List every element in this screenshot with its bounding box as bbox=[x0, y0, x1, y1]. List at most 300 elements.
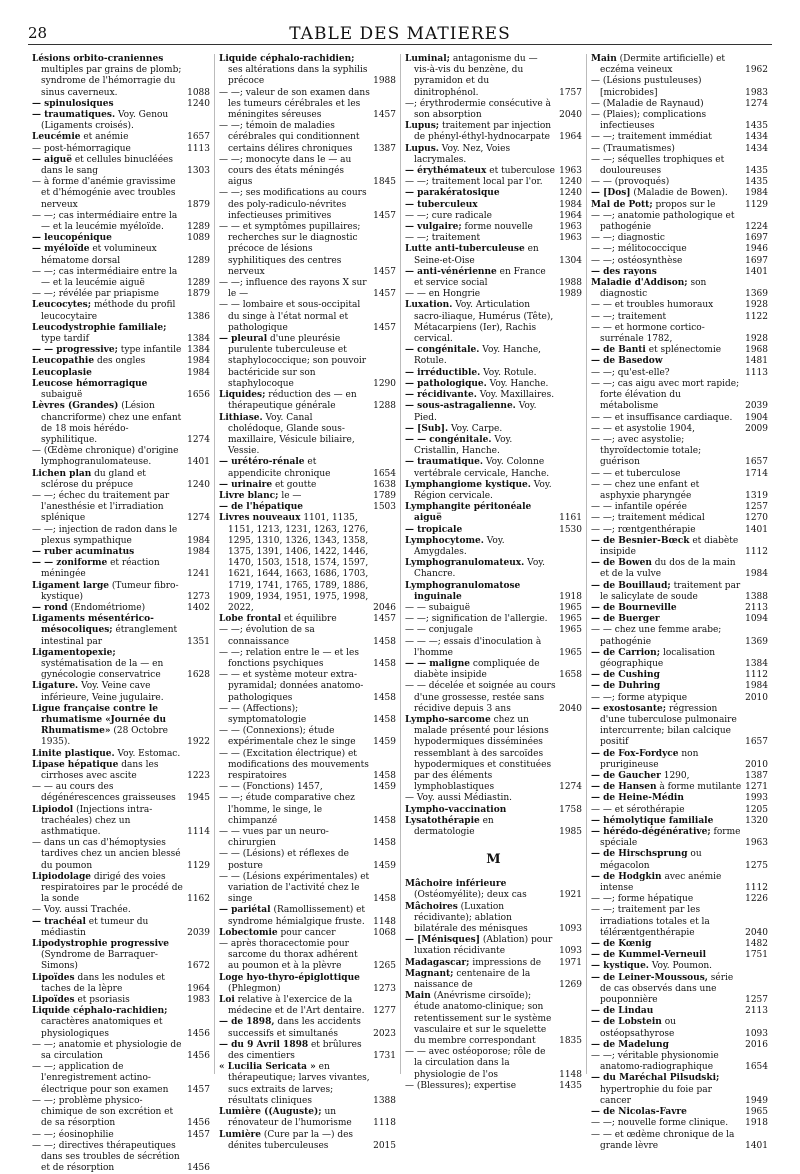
index-entry bbox=[405, 525, 582, 536]
index-entry bbox=[32, 558, 210, 580]
entry-text: — (Maladie de Raynaud) bbox=[591, 98, 704, 109]
entry-text: — — chez une enfant et asphyxie pharyngée bbox=[591, 479, 700, 501]
entry-page-ref: 1384 bbox=[187, 345, 210, 356]
index-entry bbox=[591, 973, 768, 1007]
index-entry bbox=[32, 356, 210, 367]
entry-headword: — de Heine-Médin bbox=[591, 793, 684, 804]
entry-text: — —; traitement local par l'or. bbox=[405, 177, 543, 188]
entry-headword: Leucopathie bbox=[32, 356, 95, 367]
entry-text: — Voy. aussi Trachée. bbox=[32, 905, 131, 916]
entry-headword: — de Bowen bbox=[591, 558, 652, 569]
entry-page-ref: 1638 bbox=[373, 479, 396, 490]
entry-headword: Loi bbox=[219, 995, 235, 1006]
entry-page-ref: 1904 bbox=[745, 412, 768, 423]
entry-text: et splénectomie bbox=[648, 345, 722, 356]
entry-page-ref: 1963 bbox=[559, 233, 582, 244]
entry-headword: — de Madelung bbox=[591, 1039, 669, 1050]
entry-headword: Lipase hépatique bbox=[32, 759, 119, 770]
entry-headword: — de Banti bbox=[591, 345, 646, 356]
entry-headword: — sous-astragalienne. bbox=[405, 401, 516, 412]
entry-text: Voy. Genou (Ligaments croisés). bbox=[41, 110, 169, 132]
entry-text: — — lombaire et sous-occipital du singe à l'état normal et pathologique bbox=[219, 300, 361, 333]
entry-page-ref: 1921 bbox=[559, 890, 582, 901]
entry-text: — — (Lésions) et réflexes de posture bbox=[219, 849, 349, 871]
entry-headword: Lympho-sarcome bbox=[405, 714, 491, 725]
index-entry bbox=[591, 155, 768, 177]
index-entry bbox=[219, 457, 396, 479]
index-entry bbox=[591, 939, 768, 950]
entry-headword: — leucopénique bbox=[32, 233, 112, 244]
entry-page-ref: 1148 bbox=[373, 916, 396, 927]
entry-text: (Syndrome de Barraquer-Simons) bbox=[41, 950, 158, 972]
entry-text: — —; nouvelle forme clinique. bbox=[591, 1118, 729, 1129]
index-entry bbox=[591, 603, 768, 614]
index-entry bbox=[219, 155, 396, 189]
entry-headword: Ligature. bbox=[32, 681, 79, 692]
index-entry bbox=[219, 939, 396, 973]
entry-headword: — de Leiner-Moussous, bbox=[591, 972, 708, 983]
entry-page-ref: 1918 bbox=[745, 1118, 768, 1129]
index-entry bbox=[591, 1006, 768, 1017]
entry-page-ref: 1503 bbox=[373, 502, 396, 513]
entry-headword: — de Nicolas-Favre bbox=[591, 1107, 687, 1118]
entry-headword: Lichen plan bbox=[32, 468, 92, 479]
entry-headword: Lipiodol bbox=[32, 804, 74, 815]
index-entry bbox=[591, 233, 768, 244]
index-entry bbox=[405, 54, 582, 99]
entry-text: — —; problème physico-chimique de son excrétion et de sa résorption bbox=[32, 1095, 174, 1129]
index-entry bbox=[219, 995, 396, 1017]
entry-text: et volumineux hématome dorsal bbox=[41, 244, 157, 266]
entry-page-ref: 2113 bbox=[745, 602, 768, 613]
entry-page-ref: 1289 bbox=[187, 222, 210, 233]
entry-page-ref: 1273 bbox=[187, 591, 210, 602]
entry-text: Voy. Amygdales. bbox=[414, 535, 505, 557]
index-entry bbox=[32, 379, 210, 401]
index-entry bbox=[405, 457, 582, 479]
index-entry bbox=[591, 278, 768, 300]
index-entry bbox=[219, 793, 396, 827]
entry-page-ref: 1835 bbox=[559, 1036, 582, 1047]
index-entry bbox=[32, 300, 210, 322]
entry-headword: Leucoplasie bbox=[32, 367, 92, 378]
index-entry bbox=[32, 704, 210, 749]
entry-headword: — érythémateux bbox=[405, 166, 487, 177]
entry-text: — — conjugale bbox=[405, 625, 473, 636]
entry-page-ref: 1458 bbox=[373, 636, 396, 647]
index-entry bbox=[591, 424, 768, 435]
index-entry bbox=[32, 1141, 210, 1174]
index-entry bbox=[591, 1118, 768, 1129]
entry-page-ref: 1458 bbox=[373, 658, 396, 669]
entry-text: (Maladie de Bowen). bbox=[633, 188, 728, 199]
entry-text: 1290, bbox=[663, 771, 690, 781]
index-entry bbox=[591, 704, 768, 749]
entry-headword: — pleural bbox=[219, 334, 268, 345]
entry-text: forme nouvelle bbox=[464, 222, 533, 233]
entry-text: — —; diagnostic bbox=[591, 233, 665, 244]
entry-page-ref: 1628 bbox=[187, 670, 210, 681]
entry-page-ref: 1657 bbox=[745, 737, 768, 748]
index-entry bbox=[32, 345, 210, 356]
entry-text: — (Blessures); expertise bbox=[405, 1080, 517, 1091]
index-entry bbox=[591, 581, 768, 603]
index-entry bbox=[591, 816, 768, 827]
entry-text: Voy. Hanche. bbox=[489, 378, 549, 389]
entry-headword: Lipiodolage bbox=[32, 871, 92, 882]
entry-text: du gland et sclérose du prépuce bbox=[41, 468, 146, 490]
entry-text: série de cas observés dans une pouponnière bbox=[600, 972, 734, 1006]
entry-headword: Mal de Pott; bbox=[591, 199, 653, 210]
entry-text: et équilibre bbox=[283, 614, 337, 625]
index-entry bbox=[591, 244, 768, 255]
index-entry bbox=[219, 872, 396, 906]
entry-text: compliquée de diabète insipide bbox=[414, 658, 540, 681]
entry-text: dans les nodules et taches de la lèpre bbox=[41, 972, 165, 994]
entry-page-ref: 1290 bbox=[373, 378, 396, 389]
index-entry bbox=[591, 368, 768, 379]
index-entry bbox=[405, 345, 582, 367]
entry-headword: Linite plastique. bbox=[32, 748, 115, 759]
entry-text: — — —; essais d'inoculation à l'homme bbox=[405, 636, 542, 658]
index-entry bbox=[591, 469, 768, 480]
entry-page-ref: 1388 bbox=[373, 1095, 396, 1106]
entry-text: — — et troubles humoraux bbox=[591, 300, 714, 311]
index-entry bbox=[32, 211, 210, 233]
entry-page-ref: 1351 bbox=[187, 636, 210, 647]
entry-page-ref: 1384 bbox=[745, 658, 768, 669]
entry-page-ref: 2039 bbox=[745, 401, 768, 412]
entry-page-ref: 1988 bbox=[373, 76, 396, 87]
entry-text: (Dermite artificielle) et eczéma veineux bbox=[600, 54, 726, 76]
entry-page-ref: 1369 bbox=[745, 636, 768, 647]
entry-headword: — de Bouillaud; bbox=[591, 580, 671, 591]
entry-headword: Lymphangite péritonéale aiguë bbox=[405, 502, 532, 524]
entry-page-ref: 2016 bbox=[745, 1039, 768, 1050]
index-entry bbox=[219, 188, 396, 222]
entry-headword: — tropicale bbox=[405, 524, 463, 535]
index-column bbox=[28, 54, 214, 1174]
index-entry bbox=[405, 188, 582, 199]
index-entry bbox=[32, 681, 210, 703]
entry-text: du dos de la main et de la vulve bbox=[600, 558, 736, 580]
entry-text: — —; forme atypique bbox=[591, 692, 688, 703]
index-entry bbox=[32, 323, 210, 345]
index-entry bbox=[32, 995, 210, 1006]
entry-page-ref: 1226 bbox=[745, 894, 768, 905]
entry-text: — —; échec du traitement par l'anesthésie et l'irradiation splénique bbox=[32, 490, 170, 524]
entry-text: et goutte bbox=[274, 479, 317, 490]
index-entry bbox=[405, 558, 582, 580]
entry-page-ref: 1457 bbox=[373, 322, 396, 333]
entry-text: — — vues par un neuro-chirurgien bbox=[219, 827, 329, 849]
entry-page-ref: 1387 bbox=[373, 143, 396, 154]
entry-headword: Leucose hémorragique bbox=[32, 378, 148, 389]
entry-text: — — et hormone cortico-surrénale 1782, bbox=[591, 322, 705, 345]
entry-text: propos sur le bbox=[655, 199, 716, 210]
entry-page-ref: 1751 bbox=[745, 950, 768, 961]
entry-page-ref: 1269 bbox=[559, 980, 582, 991]
index-entry bbox=[591, 558, 768, 580]
index-entry bbox=[219, 1130, 396, 1152]
index-entry bbox=[405, 267, 582, 289]
entry-text: et diabète insipide bbox=[600, 535, 739, 557]
entry-headword: — ruber acuminatus bbox=[32, 546, 135, 557]
entry-page-ref: 1401 bbox=[745, 266, 768, 277]
entry-page-ref: 1304 bbox=[559, 255, 582, 266]
index-entry bbox=[405, 1081, 582, 1092]
entry-text: hypertrophie du foie par cancer bbox=[600, 1084, 712, 1106]
index-entry bbox=[32, 233, 210, 244]
entry-headword: — de Gaucher bbox=[591, 771, 661, 781]
entry-headword: — trachéal bbox=[32, 916, 86, 927]
index-entry bbox=[219, 1017, 396, 1039]
entry-text: — — et œdème chronique de la grande lèvre bbox=[591, 1129, 735, 1151]
entry-text: — —; anatomie pathologique et pathogénie bbox=[591, 210, 735, 233]
entry-text: méthode du profil leucocytaire bbox=[41, 300, 176, 322]
index-entry bbox=[591, 312, 768, 323]
entry-headword: — tuberculeux bbox=[405, 199, 478, 210]
entry-text: et cellules binucléées dans le sang bbox=[41, 154, 173, 177]
entry-headword: Main bbox=[405, 991, 431, 1002]
entry-headword: Lithiase. bbox=[219, 412, 263, 423]
index-column bbox=[400, 54, 586, 1091]
entry-headword: — de Basedow bbox=[591, 356, 663, 367]
index-entry bbox=[219, 413, 396, 458]
entry-page-ref: 1964 bbox=[559, 210, 582, 221]
index-entry bbox=[219, 222, 396, 278]
entry-headword: — de Duhring bbox=[591, 681, 661, 692]
entry-headword: — anti-vénérienne bbox=[405, 266, 497, 277]
entry-page-ref: 1658 bbox=[559, 670, 582, 681]
index-entry bbox=[591, 99, 768, 110]
index-entry bbox=[32, 155, 210, 177]
index-entry bbox=[591, 525, 768, 536]
entry-headword: — traumatiques. bbox=[32, 110, 116, 121]
entry-text: — — avec ostéoporose; rôle de la circulation dans la physiologie de l'os bbox=[405, 1047, 546, 1080]
index-entry bbox=[219, 670, 396, 704]
index-entry bbox=[591, 144, 768, 155]
entry-page-ref: 1984 bbox=[187, 356, 210, 367]
index-entry bbox=[405, 581, 582, 603]
entry-headword: Lésions orbito-craniennes bbox=[32, 54, 164, 64]
entry-page-ref: 1122 bbox=[745, 311, 768, 322]
entry-headword: Lumière ((Auguste); bbox=[219, 1107, 322, 1118]
entry-headword: Lympho-vaccination bbox=[405, 804, 507, 815]
entry-page-ref: 1401 bbox=[745, 524, 768, 535]
entry-page-ref: 1241 bbox=[187, 569, 210, 580]
index-entry bbox=[405, 166, 582, 177]
entry-headword: — kystique. bbox=[591, 961, 649, 972]
entry-text: Voy. Veine cave inférieure, Veine jugulaire. bbox=[41, 681, 164, 703]
entry-page-ref: 1993 bbox=[745, 793, 768, 804]
entry-headword: — traumatique. bbox=[405, 457, 484, 468]
index-entry bbox=[32, 939, 210, 973]
entry-headword: Ligaments mésentérico-mésocoliques; bbox=[32, 614, 154, 636]
entry-text: Voy. Pied. bbox=[414, 401, 537, 423]
entry-text: — (Lésions pustuleuses) [microbides] bbox=[591, 76, 702, 98]
entry-text: type tardif bbox=[41, 334, 89, 345]
index-entry bbox=[591, 670, 768, 681]
entry-page-ref: 1088 bbox=[187, 87, 210, 98]
entry-page-ref: 1275 bbox=[745, 860, 768, 871]
index-entry bbox=[405, 200, 582, 211]
entry-page-ref: 1757 bbox=[559, 87, 582, 98]
entry-page-ref: 1457 bbox=[187, 1084, 210, 1095]
index-entry bbox=[32, 446, 210, 468]
entry-headword: « Lucilia Sericata » bbox=[219, 1062, 316, 1073]
entry-text: en dermatologie bbox=[414, 815, 494, 838]
entry-text: traitement par injection de phényl-éthyl-hydnocarpate bbox=[414, 121, 552, 143]
index-entry bbox=[591, 54, 768, 76]
entry-text: — —; monocyte dans le — au cours des états méningés aigus bbox=[219, 154, 352, 188]
index-entry bbox=[32, 132, 210, 143]
index-entry bbox=[32, 973, 210, 995]
entry-page-ref: 1068 bbox=[373, 927, 396, 938]
entry-text: — — décelée et soignée au cours d'une grossesse, restée sans récidive depuis 3 ans bbox=[405, 681, 556, 714]
index-entry bbox=[32, 267, 210, 289]
entry-page-ref: 1964 bbox=[559, 132, 582, 143]
index-column bbox=[214, 54, 400, 1151]
entry-headword: — [Ménisques] bbox=[405, 935, 480, 946]
entry-page-ref: 2039 bbox=[187, 927, 210, 938]
entry-text: — — au cours des dégénérescences graisseuses bbox=[32, 782, 176, 804]
index-entry bbox=[32, 110, 210, 132]
entry-page-ref: 1089 bbox=[187, 233, 210, 244]
entry-headword: Luminal; bbox=[405, 54, 450, 64]
entry-headword: Lutte anti-tuberculeuse bbox=[405, 244, 525, 255]
entry-page-ref: 1434 bbox=[745, 143, 768, 154]
entry-page-ref: 1274 bbox=[187, 513, 210, 524]
entry-headword: — de Lindau bbox=[591, 1006, 654, 1017]
index-entry bbox=[32, 547, 210, 558]
index-entry bbox=[219, 54, 396, 88]
entry-text: — —; qu'est-elle? bbox=[591, 367, 670, 378]
entry-headword: — du 9 Avril 1898 bbox=[219, 1039, 309, 1050]
entry-page-ref: 1714 bbox=[745, 468, 768, 479]
entry-text: — —; avec asystolie; thyroïdectomie totale; guérison bbox=[591, 434, 702, 468]
entry-page-ref: 1789 bbox=[373, 490, 396, 501]
entry-page-ref: 1458 bbox=[373, 815, 396, 826]
entry-text: — — (provoqués) bbox=[591, 177, 670, 188]
entry-page-ref: 1457 bbox=[373, 266, 396, 277]
index-entry bbox=[32, 782, 210, 804]
page-header bbox=[28, 24, 772, 44]
entry-page-ref: 1963 bbox=[559, 166, 582, 177]
entry-page-ref: 1161 bbox=[559, 513, 582, 524]
entry-text: (Ramollissement) et syndrome hémialgique fruste. bbox=[228, 905, 366, 927]
entry-text: (Injections intra-trachéales) chez un asthmatique. bbox=[41, 804, 153, 838]
entry-headword: Lupus. bbox=[405, 143, 439, 154]
entry-page-ref: 1112 bbox=[745, 546, 768, 557]
entry-headword: — de Carrion; bbox=[591, 647, 661, 658]
entry-page-ref: 1654 bbox=[373, 468, 396, 479]
entry-headword: — [Dos] bbox=[591, 188, 631, 199]
entry-text: relative à l'exercice de la médecine et de l'Art dentaire. bbox=[228, 995, 365, 1017]
index-entry bbox=[219, 726, 396, 748]
entry-text: d'une pleurésie purulente tuberculeuse et staphylococcique; son pouvoir bactéricide sur son staphylocoque bbox=[228, 334, 367, 389]
entry-headword: — de 1898, bbox=[219, 1017, 275, 1028]
index-entry bbox=[405, 1047, 582, 1081]
entry-page-ref: 1989 bbox=[559, 289, 582, 300]
entry-headword: — parakératosique bbox=[405, 188, 500, 199]
index-entry bbox=[32, 581, 210, 603]
index-entry bbox=[32, 54, 210, 99]
entry-text: — — (Connexions); étude expérimentale chez le singe bbox=[219, 726, 356, 748]
entry-text: — (Traumatismes) bbox=[591, 143, 675, 154]
entry-text: pour cancer bbox=[280, 927, 336, 938]
entry-text: chez un malade présenté pour lésions hypodermiques disséminées ressemblant à des sarcoïdes hypodermiques et constituées par des éléments lymphoblastiques bbox=[414, 714, 552, 793]
entry-headword: Magnant; bbox=[405, 968, 454, 979]
entry-headword: — de Buerger bbox=[591, 614, 660, 625]
entry-page-ref: 1879 bbox=[187, 199, 210, 210]
page-title: TABLE DES MATIERES bbox=[289, 24, 511, 44]
entry-text: — — et asystolie 1904, bbox=[591, 423, 695, 434]
entry-text: des ongles bbox=[96, 356, 146, 367]
entry-headword: — de l'hépatique bbox=[219, 502, 303, 513]
entry-page-ref: 2113 bbox=[745, 1006, 768, 1017]
entry-text: — —; ses modifications au cours des poly-radiculo-névrites infectieuses primitives bbox=[219, 188, 367, 221]
entry-headword: Liquide céphalo-rachidien; bbox=[219, 54, 355, 64]
entry-page-ref: 1962 bbox=[745, 65, 768, 76]
page-number: 28 bbox=[28, 24, 48, 42]
entry-headword: Livre blanc; bbox=[219, 490, 279, 501]
entry-page-ref: 1434 bbox=[745, 132, 768, 143]
entry-page-ref: 1946 bbox=[745, 244, 768, 255]
entry-page-ref: 2023 bbox=[373, 1028, 396, 1039]
index-entry bbox=[591, 110, 768, 132]
entry-text: (Tumeur fibro-kystique) bbox=[41, 580, 179, 602]
entry-page-ref: 1984 bbox=[745, 569, 768, 580]
entry-headword: Lipodystrophie progressive bbox=[32, 939, 169, 950]
index-entry bbox=[219, 278, 396, 300]
entry-page-ref: 1928 bbox=[745, 334, 768, 345]
entry-page-ref: 1205 bbox=[745, 804, 768, 815]
entry-headword: — du Maréchal Pilsudski; bbox=[591, 1073, 720, 1084]
entry-headword: Lobectomie bbox=[219, 927, 278, 938]
entry-page-ref: 1456 bbox=[187, 1028, 210, 1039]
index-entry bbox=[405, 681, 582, 715]
entry-text: — — et système moteur extra-pyramidal; données anatomo-pathologiques bbox=[219, 670, 364, 703]
entry-text: non prurigineuse bbox=[600, 748, 699, 770]
entry-text: — —; anatomie et physiologie de sa circulation bbox=[32, 1039, 182, 1062]
entry-text: Voy. Articulation sacro-iliaque, Humérus (Tête), Métacarpiens (Ier), Rachis cervical. bbox=[414, 300, 554, 345]
entry-text: — —; éosinophilie bbox=[32, 1129, 114, 1140]
entry-text: Voy. Carpe. bbox=[451, 423, 503, 434]
entry-page-ref: 1657 bbox=[187, 132, 210, 143]
index-entry bbox=[405, 902, 582, 936]
entry-page-ref: 1274 bbox=[745, 98, 768, 109]
index-entry bbox=[591, 132, 768, 143]
entry-text: à forme mutilante bbox=[659, 782, 742, 793]
entry-text: — —; révélée par priapisme bbox=[32, 289, 159, 300]
entry-text: étranglement intestinal par bbox=[41, 625, 178, 647]
entry-text: — —; évolution de sa connaissance bbox=[219, 625, 315, 647]
entry-headword: Lymphangiome kystique. bbox=[405, 479, 531, 490]
index-entry bbox=[591, 480, 768, 502]
entry-text: Voy. Chancre. bbox=[414, 558, 545, 580]
entry-page-ref: 1459 bbox=[373, 737, 396, 748]
entry-page-ref: 1656 bbox=[187, 390, 210, 401]
entry-page-ref: 1984 bbox=[745, 681, 768, 692]
index-entry bbox=[405, 816, 582, 838]
entry-headword: Main bbox=[591, 54, 617, 64]
index-entry bbox=[405, 536, 582, 558]
entry-text: — —; relation entre le — et les fonctions psychiques bbox=[219, 647, 359, 669]
index-entry bbox=[32, 177, 210, 211]
index-entry bbox=[219, 502, 396, 513]
entry-page-ref: 1922 bbox=[187, 737, 210, 748]
